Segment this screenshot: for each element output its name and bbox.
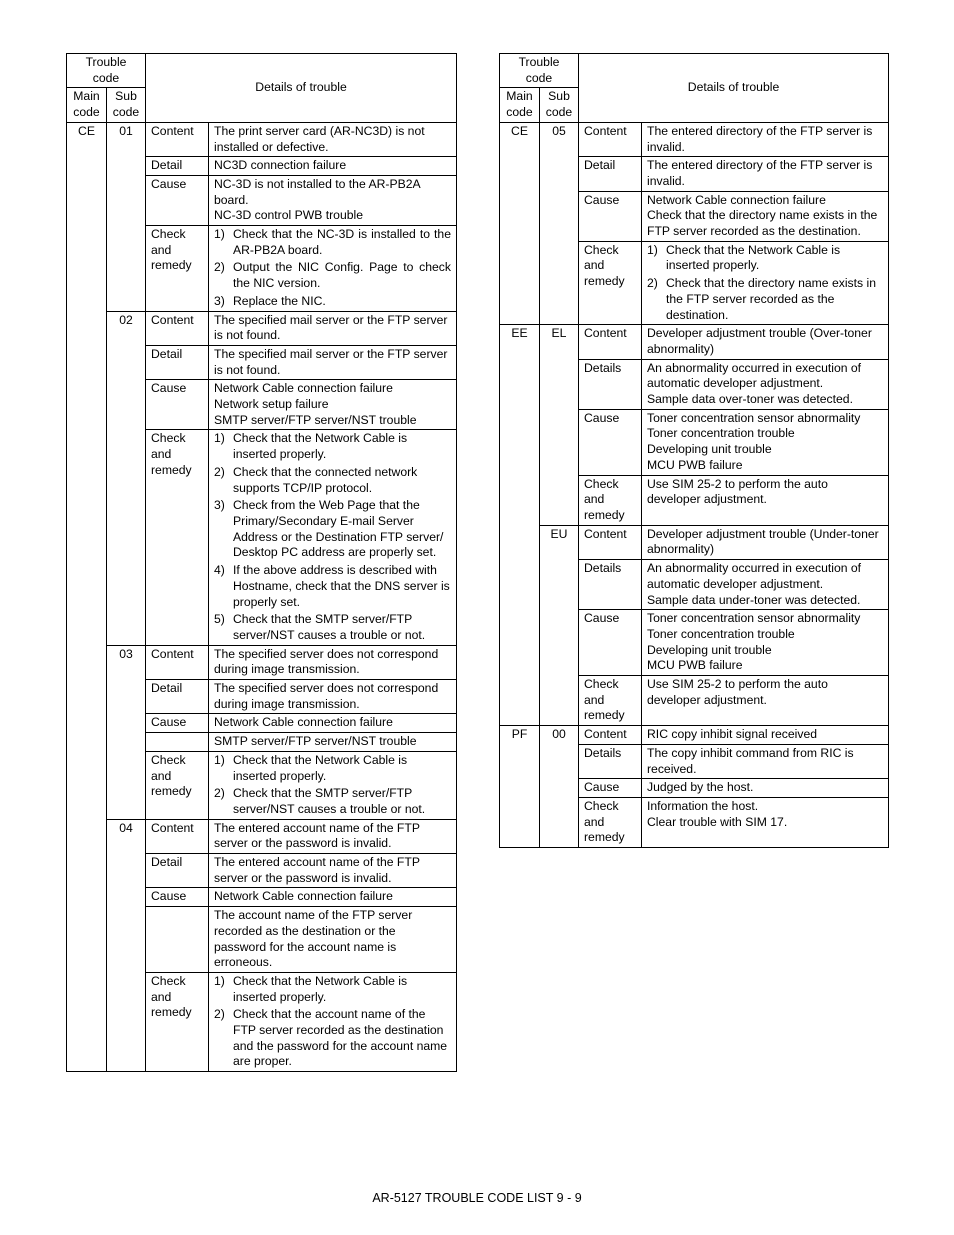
step-number: 2)	[214, 260, 225, 275]
table-row	[500, 525, 889, 559]
step-text: Check that the Network Cable is inserted properly.	[233, 973, 408, 1004]
remedy-step	[214, 498, 451, 561]
step-number: 2)	[214, 464, 225, 479]
step-number: 1)	[647, 242, 658, 257]
row-detail: An abnormality occurred in execution of automatic developer adjustment. Sample data under-toner was detected.	[642, 560, 889, 610]
row-detail: The print server card (AR-NC3D) is not installed or defective.	[209, 122, 457, 156]
row-label: Content	[579, 122, 642, 156]
row-label: Cause	[146, 888, 209, 907]
step-number: 2)	[214, 1007, 225, 1022]
row-label: Check and remedy	[146, 972, 209, 1071]
row-detail: Network Cable connection failure Check that the directory name exists in the FTP server recorded as the destination.	[642, 191, 889, 241]
step-text: Check that the connected network supports TCP/IP protocol.	[233, 464, 418, 495]
remedy-step	[647, 276, 883, 323]
remedy-step	[214, 1007, 451, 1070]
row-detail: The specified server does not correspond during image transmission.	[209, 645, 457, 679]
main-code-cell: EE	[500, 325, 540, 726]
step-text: Check that the Network Cable is inserted properly.	[233, 431, 408, 462]
header-row	[67, 54, 457, 88]
row-detail: The entered directory of the FTP server is invalid.	[642, 157, 889, 191]
row-detail	[209, 972, 457, 1071]
row-detail: The specified mail server or the FTP server is not found.	[209, 345, 457, 379]
row-detail: An abnormality occurred in execution of automatic developer adjustment. Sample data over-toner was detected.	[642, 359, 889, 409]
table-row	[67, 819, 457, 853]
remedy-step	[647, 243, 883, 274]
row-detail: Network Cable connection failure	[209, 714, 457, 733]
remedy-step	[214, 974, 451, 1005]
row-label: Details	[579, 744, 642, 778]
trouble-code-header: Trouble code	[67, 54, 146, 88]
sub-code-cell: EU	[540, 525, 579, 725]
row-label: Content	[579, 325, 642, 359]
row-label: Check and remedy	[146, 430, 209, 645]
row-detail: The copy inhibit command from RIC is received.	[642, 744, 889, 778]
row-label: Check and remedy	[579, 676, 642, 726]
sub-code-header: Sub code	[107, 88, 146, 122]
sub-code-cell: 05	[540, 122, 579, 324]
step-number: 1)	[214, 431, 225, 446]
remedy-step	[214, 431, 451, 462]
table-row	[500, 726, 889, 745]
step-text: If the above address is described with Hostname, check that the DNS server is properly set.	[233, 563, 450, 609]
step-number: 1)	[214, 752, 225, 767]
row-label: Detail	[146, 157, 209, 176]
row-label: Detail	[146, 345, 209, 379]
step-number: 1)	[214, 973, 225, 988]
main-code-cell: CE	[500, 122, 540, 324]
row-detail: NC-3D is not installed to the AR-PB2A board. NC-3D control PWB trouble	[209, 175, 457, 225]
row-label: Check and remedy	[579, 241, 642, 325]
row-detail: Toner concentration sensor abnormality Toner concentration trouble Developing unit trouble MCU PWB failure	[642, 610, 889, 676]
step-number: 2)	[647, 276, 658, 291]
sub-code-cell: 03	[107, 645, 146, 819]
header-row	[500, 54, 889, 88]
sub-code-cell: EL	[540, 325, 579, 525]
row-label: Detail	[146, 854, 209, 888]
row-label: Check and remedy	[146, 751, 209, 819]
row-label: Cause	[579, 779, 642, 798]
remedy-steps	[214, 227, 451, 310]
row-label: Check and remedy	[146, 226, 209, 312]
row-detail	[209, 751, 457, 819]
step-text: Replace the NIC.	[233, 293, 326, 308]
remedy-steps	[214, 974, 451, 1070]
row-detail: Developer adjustment trouble (Under-toner abnormality)	[642, 525, 889, 559]
table-row	[67, 311, 457, 345]
sub-code-cell: 02	[107, 311, 146, 645]
table-body	[67, 54, 457, 1072]
sub-code-header: Sub code	[540, 88, 579, 122]
row-detail: RIC copy inhibit signal received	[642, 726, 889, 745]
sub-code-cell: 00	[540, 726, 579, 848]
row-label: Content	[579, 726, 642, 745]
step-text: Check that the account name of the FTP server recorded as the destination and the password for the account name are proper.	[233, 1007, 448, 1069]
row-detail	[209, 226, 457, 312]
step-number: 3)	[214, 293, 225, 308]
row-detail	[642, 241, 889, 325]
step-text: Output the NIC Config. Page to check the NIC version.	[233, 260, 451, 291]
row-label: Check and remedy	[579, 475, 642, 525]
remedy-step	[214, 465, 451, 496]
row-detail: NC3D connection failure	[209, 157, 457, 176]
row-label: Cause	[146, 380, 209, 430]
step-text: Check that the directory name exists in the FTP server recorded as the destination.	[666, 276, 876, 322]
table-row	[67, 645, 457, 679]
main-code-cell: PF	[500, 726, 540, 848]
sub-code-cell: 01	[107, 122, 146, 311]
remedy-steps	[214, 753, 451, 818]
page-footer: AR-5127 TROUBLE CODE LIST 9 - 9	[372, 1191, 582, 1205]
table-body	[500, 54, 889, 848]
trouble-table-left	[66, 53, 457, 1072]
row-label: Content	[146, 122, 209, 156]
step-text: Check that the SMTP server/FTP server/NST causes a trouble or not.	[233, 786, 426, 816]
row-detail: Use SIM 25-2 to perform the auto developer adjustment.	[642, 475, 889, 525]
main-code-header: Main code	[500, 88, 540, 122]
sub-code-cell: 04	[107, 819, 146, 1072]
details-header: Details of trouble	[146, 54, 457, 123]
remedy-step	[214, 294, 451, 310]
row-label: Content	[146, 819, 209, 853]
remedy-steps	[214, 431, 451, 643]
row-label: Cause	[579, 610, 642, 676]
step-number: 1)	[214, 227, 225, 242]
row-detail: Developer adjustment trouble (Over-toner abnormality)	[642, 325, 889, 359]
step-text: Check that the SMTP server/FTP server/NST causes a trouble or not.	[233, 612, 426, 642]
row-label: Content	[579, 525, 642, 559]
trouble-table-right	[499, 53, 889, 848]
row-detail: The account name of the FTP server recorded as the destination or the password for the account name is erroneous.	[209, 907, 457, 973]
row-label	[146, 733, 209, 752]
row-detail: The entered account name of the FTP server or the password is invalid.	[209, 819, 457, 853]
remedy-steps	[647, 243, 883, 324]
row-label: Check and remedy	[579, 797, 642, 847]
remedy-step	[214, 753, 451, 784]
row-detail: Toner concentration sensor abnormality Toner concentration trouble Developing unit trouble MCU PWB failure	[642, 409, 889, 475]
row-label: Detail	[146, 680, 209, 714]
trouble-code-header: Trouble code	[500, 54, 579, 88]
row-detail: The specified mail server or the FTP server is not found.	[209, 311, 457, 345]
row-label: Content	[146, 645, 209, 679]
row-detail	[209, 430, 457, 645]
row-detail: The specified server does not correspond during image transmission.	[209, 680, 457, 714]
row-label: Cause	[146, 714, 209, 733]
row-detail: SMTP server/FTP server/NST trouble	[209, 733, 457, 752]
step-number: 4)	[214, 563, 225, 578]
table-row	[500, 325, 889, 359]
main-code-cell: CE	[67, 122, 107, 1071]
step-text: Check that the Network Cable is inserted properly.	[233, 752, 408, 783]
row-detail: The entered account name of the FTP server or the password is invalid.	[209, 854, 457, 888]
row-label: Cause	[579, 191, 642, 241]
row-detail: The entered directory of the FTP server is invalid.	[642, 122, 889, 156]
row-label: Detail	[579, 157, 642, 191]
remedy-step	[214, 612, 451, 643]
remedy-step	[214, 563, 451, 610]
row-label	[146, 907, 209, 973]
row-detail: Network Cable connection failure	[209, 888, 457, 907]
step-number: 2)	[214, 786, 225, 801]
row-label: Details	[579, 359, 642, 409]
remedy-step	[214, 260, 451, 291]
table-row	[500, 122, 889, 156]
row-label: Cause	[146, 175, 209, 225]
table-row	[67, 122, 457, 156]
row-detail: Network Cable connection failure Network setup failure SMTP server/FTP server/NST trouble	[209, 380, 457, 430]
row-detail: Information the host. Clear trouble with SIM 17.	[642, 797, 889, 847]
row-detail: Use SIM 25-2 to perform the auto developer adjustment.	[642, 676, 889, 726]
remedy-step	[214, 227, 451, 258]
step-text: Check that the NC-3D is installed to the AR-PB2A board.	[233, 227, 451, 257]
details-header: Details of trouble	[579, 54, 889, 123]
step-number: 3)	[214, 498, 225, 513]
step-text: Check that the Network Cable is inserted properly.	[666, 242, 841, 273]
row-label: Cause	[579, 409, 642, 475]
row-detail: Judged by the host.	[642, 779, 889, 798]
main-code-header: Main code	[67, 88, 107, 122]
step-number: 5)	[214, 612, 225, 627]
remedy-step	[214, 786, 451, 817]
step-text: Check from the Web Page that the Primary/Secondary E-mail Server Address or the Destination FTP server/ Desktop PC address are properly set.	[233, 498, 444, 560]
row-label: Content	[146, 311, 209, 345]
row-label: Details	[579, 560, 642, 610]
